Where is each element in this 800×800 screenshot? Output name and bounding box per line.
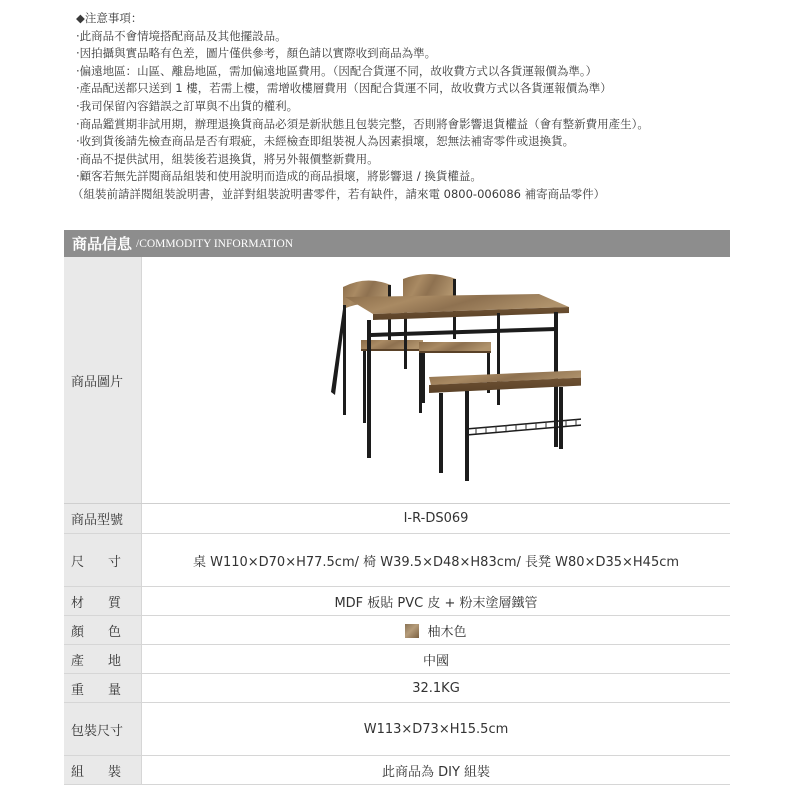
notice-line: ‧偏遠地區：山區、離島地區，需加偏遠地區費用。（因配合貨運不同，故收費方式以各貨運報價為準。） bbox=[76, 63, 598, 78]
table-row bbox=[64, 645, 730, 674]
header-title-zh: 商品信息 bbox=[72, 235, 133, 253]
weight-label: 重 量 bbox=[64, 674, 142, 703]
size-value: 桌 W110×D70×H77.5cm/ 椅 W39.5×D48×H83cm/ 長凳 W80×D35×H45cm bbox=[142, 534, 731, 587]
table-row bbox=[64, 756, 730, 785]
bench-wire-shelf bbox=[466, 419, 581, 435]
table-row bbox=[64, 504, 730, 534]
notice-line: ‧因拍攝與實品略有色差，圖片僅供參考，顏色請以實際收到商品為準。 bbox=[76, 46, 437, 61]
table-row bbox=[64, 534, 730, 587]
notice-line: ‧產品配送都只送到 1 樓，若需上樓，需增收樓層費用（因配合貨運不同，故收費方式以各貨運報價為準） bbox=[76, 81, 612, 96]
table-row bbox=[64, 703, 730, 756]
commodity-info-section bbox=[64, 230, 730, 785]
notice-line: ‧商品不提供試用，組裝後若退換貨，將另外報價整新費用。 bbox=[76, 151, 379, 166]
bench-leg bbox=[465, 391, 469, 481]
notice-footer: （組裝前請詳閱組裝說明書，並詳對組裝說明書零件，若有缺件，請來電 0800-006086 補寄商品零件） bbox=[72, 186, 606, 201]
origin-label: 產 地 bbox=[64, 645, 142, 674]
product-image bbox=[291, 267, 581, 497]
model-label: 商品型號 bbox=[64, 504, 142, 534]
table-row bbox=[64, 587, 730, 616]
model-value: I-R-DS069 bbox=[142, 504, 731, 534]
material-value: MDF 板貼 PVC 皮 + 粉末塗層鐵管 bbox=[142, 587, 731, 616]
assembly-value: 此商品為 DIY 組裝 bbox=[142, 756, 731, 785]
color-label: 顏 色 bbox=[64, 616, 142, 645]
table-row bbox=[64, 257, 730, 504]
origin-value: 中國 bbox=[142, 645, 731, 674]
color-swatch-icon bbox=[405, 624, 419, 638]
notice-line: ‧顧客若無先詳閱商品組裝和使用說明而造成的商品損壞，將影響退 / 換貨權益。 bbox=[76, 169, 482, 184]
bench-leg bbox=[439, 393, 443, 473]
material-label: 材 質 bbox=[64, 587, 142, 616]
table-leg bbox=[367, 320, 371, 458]
table-row bbox=[64, 674, 730, 703]
assembly-label: 組 裝 bbox=[64, 756, 142, 785]
notice-line: ‧收到貨後請先檢查商品是否有瑕疵，未經檢查即組裝視人為因素損壞，恕無法補寄零件或退換貨。 bbox=[76, 134, 575, 149]
notice-line: ‧我司保留內容錯誤之訂單與不出貨的權利。 bbox=[76, 98, 299, 113]
notice-title: ◆注意事項： bbox=[76, 11, 143, 25]
notice-line: ‧此商品不會情境搭配商品及其他擺設品。 bbox=[76, 28, 287, 43]
notice-section bbox=[72, 10, 649, 204]
color-value: 柚木色 bbox=[427, 624, 467, 640]
chair-seat-right bbox=[419, 342, 491, 352]
image-label: 商品圖片 bbox=[64, 257, 142, 504]
commodity-info-header bbox=[64, 230, 730, 257]
product-image-cell bbox=[142, 257, 731, 504]
size-label: 尺 寸 bbox=[64, 534, 142, 587]
package-size-value: W113×D73×H15.5cm bbox=[142, 703, 731, 756]
table-row bbox=[64, 616, 730, 645]
header-title-en: /COMMODITY INFORMATION bbox=[136, 237, 294, 250]
package-size-label: 包裝尺寸 bbox=[64, 703, 142, 756]
spec-table bbox=[64, 257, 730, 785]
weight-value: 32.1KG bbox=[142, 674, 731, 703]
color-value-cell bbox=[142, 616, 731, 645]
notice-line: ‧商品鑑賞期非試用期，辦理退換貨商品必須是新狀態且包裝完整，否則將會影響退貨權益（會有整新費用產生）。 bbox=[76, 116, 649, 131]
